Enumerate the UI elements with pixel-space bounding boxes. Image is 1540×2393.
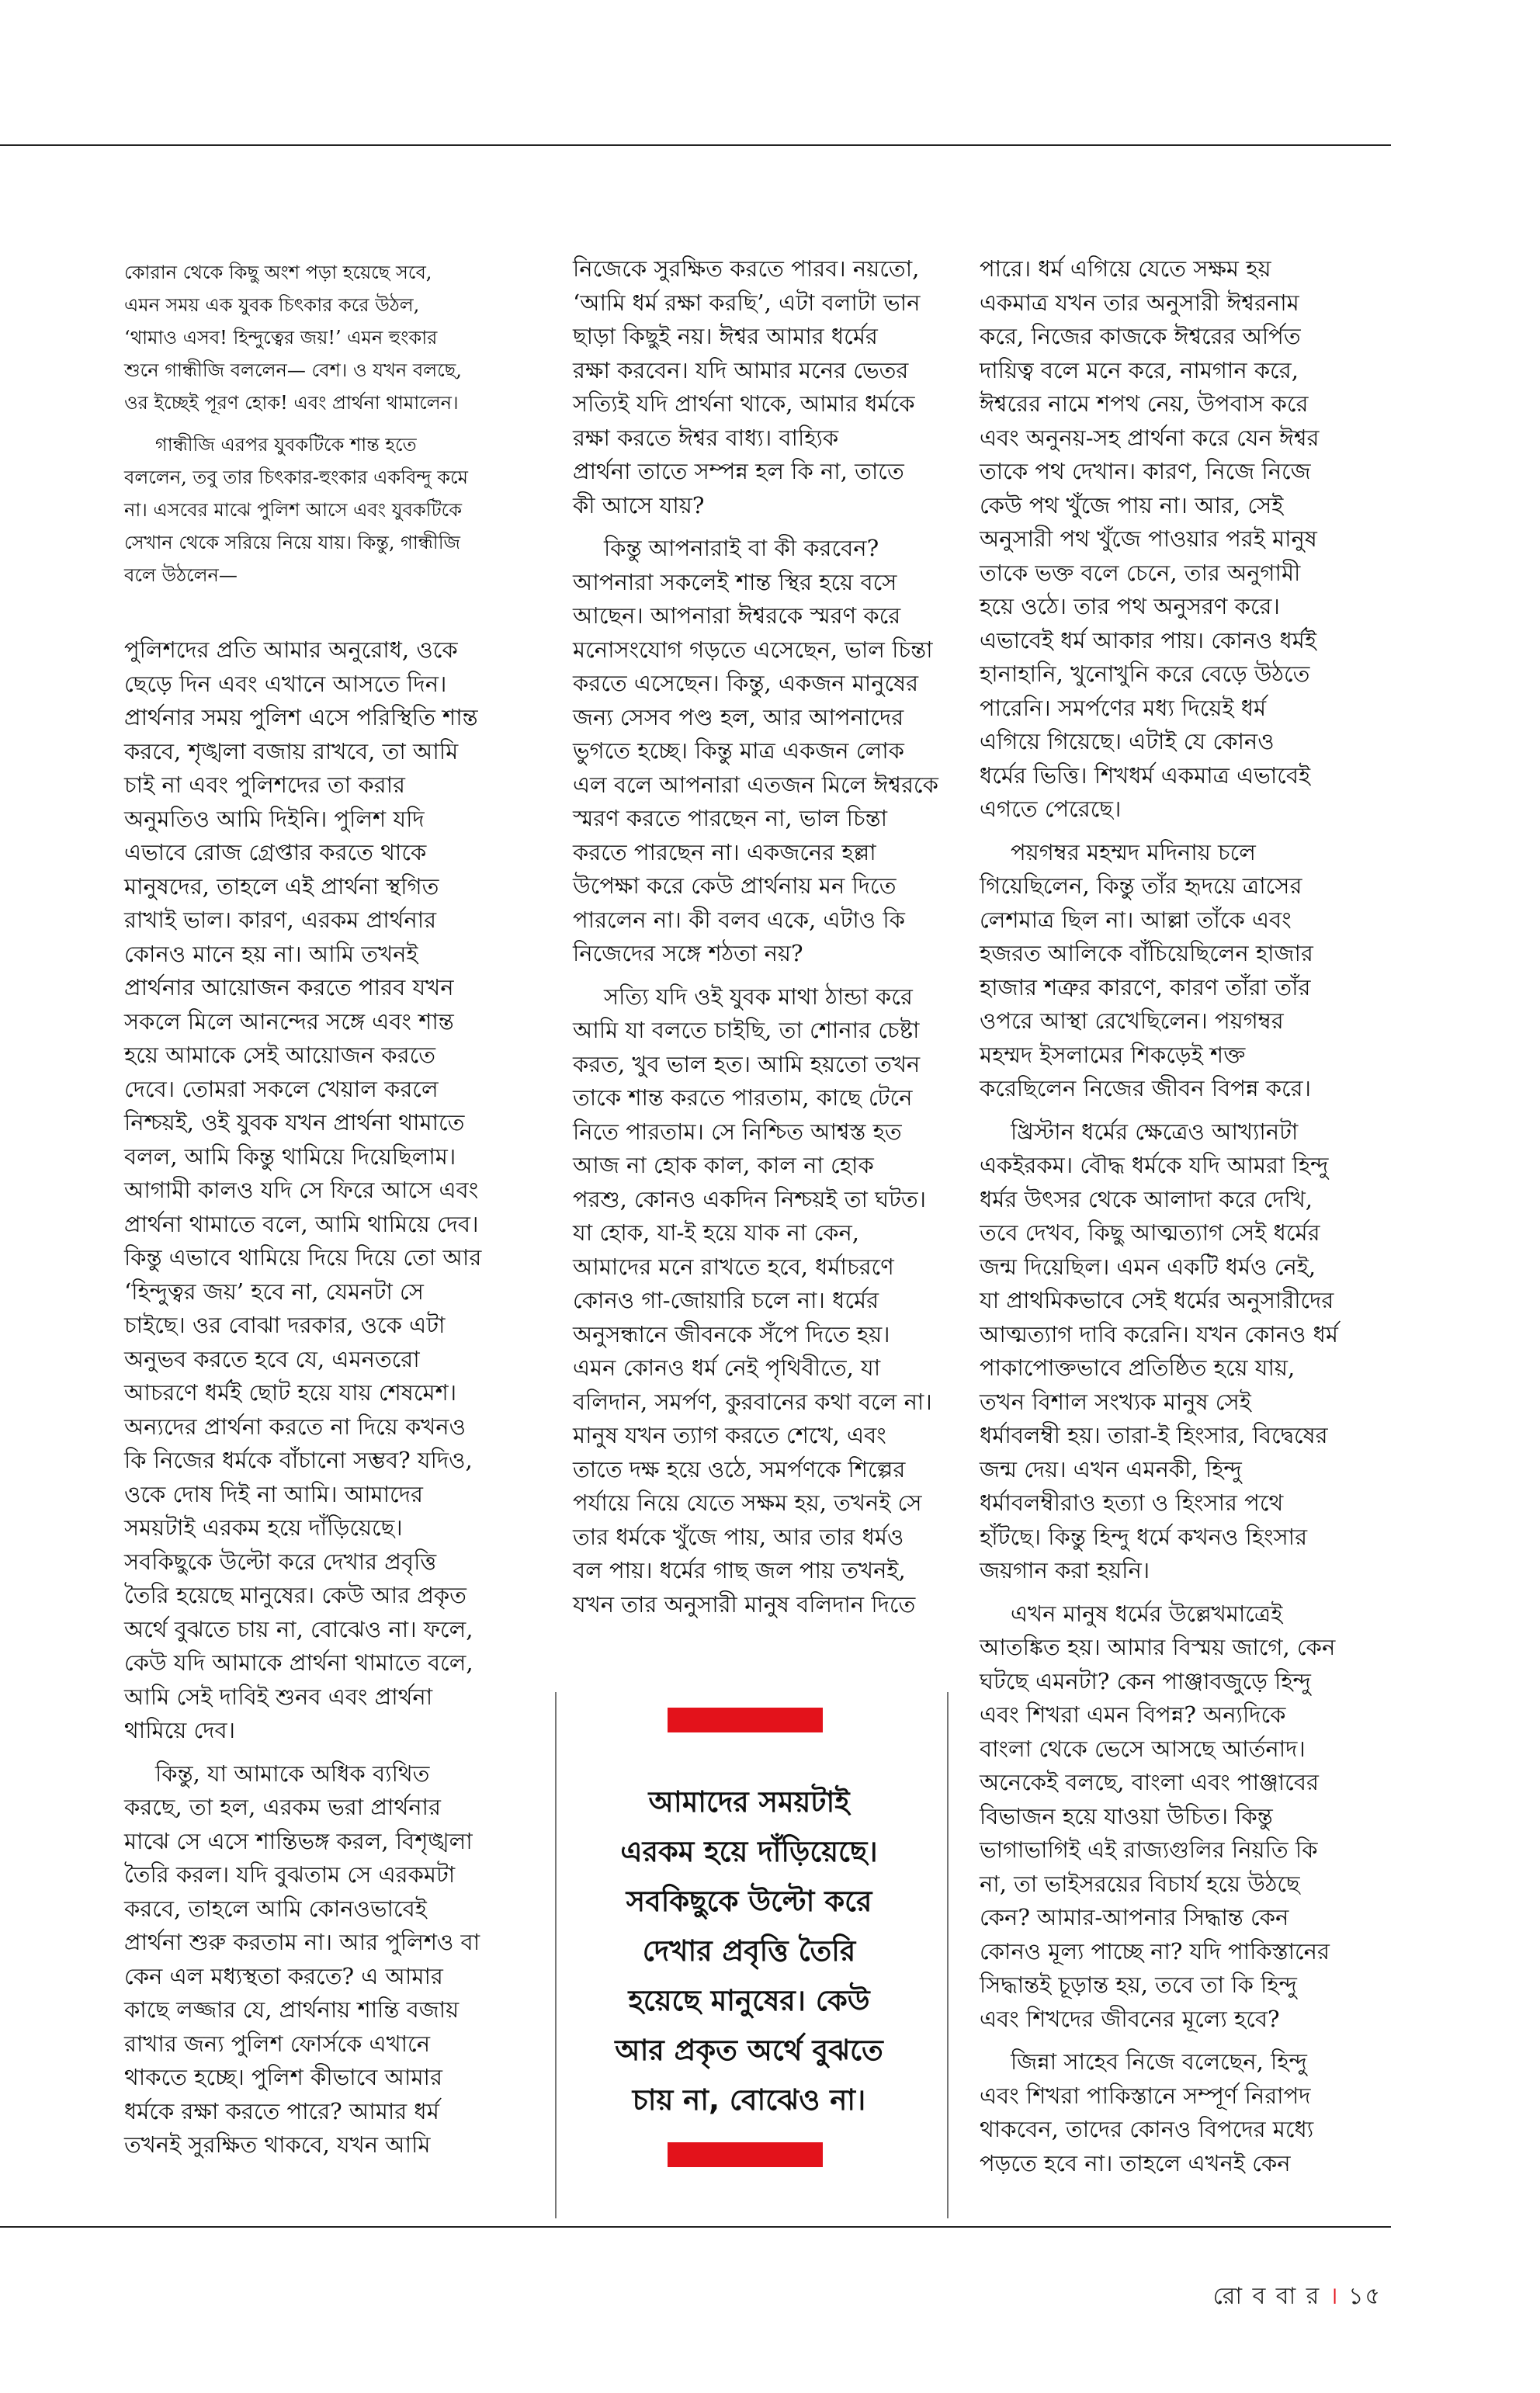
- intro-paragraph: গান্ধীজি এরপর যুবকটিকে শান্ত হতে বললেন, তবু তার চিৎকার-হুংকার একবিন্দু কমে না। এসবের মাঝে পুলিশ আসে এবং যুবকটিকে সেখান থেকে সরিয়ে নিয়ে যায়। কিন্তু, গান্ধীজি বলে উঠলেন—: [124, 434, 469, 586]
- magazine-name: রো ব বা র: [1212, 2283, 1321, 2310]
- body-paragraph: এখন মানুষ ধর্মের উল্লেখমাত্রেই আতঙ্কিত হয়। আমার বিস্ময় জাগে, কেন ঘটছে এমনটা? কেন পাঞ্জাবজুড়ে হিন্দু এবং শিখরা এমন বিপন্ন? অন্যদিকে বাংলা থেকে ভেসে আসছে আর্তনাদ। অনেকেই বলছে, বাংলা এবং পাঞ্জাবের বিভাজন হয়ে যাওয়া উচিত। কিন্তু ভাগাভাগিই এই রাজ্যগুলির নিয়তি কি না, তা ভাইসরয়ের বিচার্য হয়ে উঠছে কেন? আমার-আপনার সিদ্ধান্ত কেন কোনও মূল্য পাচ্ছে না? যদি পাকিস্তানের সিদ্ধান্তই চূড়ান্ত হয়, তবে তা কি হিন্দু এবং শিখদের জীবনের মূল্যে হবে?: [980, 1600, 1336, 2032]
- column-divider: [555, 1692, 557, 2218]
- intro-paragraph: কোরান থেকে কিছু অংশ পড়া হয়েছে সবে, এমন সময় এক যুবক চিৎকার করে উঠল, ‘থামাও এসব! হিন্দুত্বের জয়!’ এমন হুংকার শুনে গান্ধীজি বললেন— বেশ। ও যখন বলছে, ওর ইচ্ছেই পূরণ হোক! এবং প্রার্থনা থামালেন।: [124, 262, 462, 414]
- column-divider: [947, 1692, 949, 2218]
- column-2: [573, 252, 969, 1631]
- body-paragraph: নিজেকে সুরক্ষিত করতে পারব। নয়তো, ‘আমি ধর্ম রক্ষা করছি’, এটা বলাটা ভান ছাড়া কিছুই নয়। ঈশ্বর আমার ধর্মের রক্ষা করবেন। যদি আমার মনের ভেতর সত্যিই যদি প্রার্থনা থাকে, আমার ধর্মকে রক্ষা করতে ঈশ্বর বাধ্য। বাহ্যিক প্রার্থনা তাতে সম্পন্ন হল কি না, তাতে কী আসে যায়?: [573, 255, 921, 518]
- pull-quote-text: আমাদের সময়টাই এরকম হয়ে দাঁড়িয়েছে। সবকিছুকে উল্টো করে দেখার প্রবৃত্তি তৈরি হয়েছে মানুষের। কেউ আর প্রকৃত অর্থে বুঝতে চায় না, বোঝেও না।: [615, 1785, 883, 2117]
- body-paragraph: সত্যি যদি ওই যুবক মাথা ঠান্ডা করে আমি যা বলতে চাইছি, তা শোনার চেষ্টা করত, খুব ভাল হত। আমি হয়তো তখন তাকে শান্ত করতে পারতাম, কাছে টেনে নিতে পারতাম। সে নিশ্চিত আশ্বস্ত হত আজ না হোক কাল, কাল না হোক পরশু, কোনও একদিন নিশ্চয়ই তা ঘটত। যা হোক, যা-ই হয়ে যাক না কেন, আমাদের মনে রাখতে হবে, ধর্মাচরণে কোনও গা-জোয়ারি চলে না। ধর্মের অনুসন্ধানে জীবনকে সঁপে দিতে হয়। এমন কোনও ধর্ম নেই পৃথিবীতে, যা বলিদান, সমর্পণ, কুরবানের কথা বলে না। মানুষ যখন ত্যাগ করতে শেখে, এবং তাতে দক্ষ হয়ে ওঠে, সমর্পণকে শিল্পের পর্যায়ে নিয়ে যেতে সক্ষম হয়, তখনই সে তার ধর্মকে খুঁজে পায়, আর তার ধর্মও বল পায়। ধর্মের গাছ জল পায় তখনই, যখন তার অনুসারী মানুষ বলিদান দিতে: [573, 983, 932, 1618]
- body-paragraph: কিন্তু, যা আমাকে অধিক ব্যথিত করছে, তা হল, এরকম ভরা প্রার্থনার মাঝে সে এসে শান্তিভঙ্গ করল, বিশৃঙ্খলা তৈরি করল। যদি বুঝতাম সে এরকমটা করবে, তাহলে আমি কোনওভাবেই প্রার্থনা শুরু করতাম না। আর পুলিশও বা কেন এল মধ্যস্থতা করতে? এ আমার কাছে লজ্জার যে, প্রার্থনায় শান্তি বজায় রাখার জন্য পুলিশ ফোর্সকে এখানে থাকতে হচ্ছে। পুলিশ কীভাবে আমার ধর্মকে রক্ষা করতে পারে? আমার ধর্ম তখনই সুরক্ষিত থাকবে, যখন আমি: [124, 1760, 480, 2158]
- top-rule: [0, 144, 1391, 146]
- body-paragraph: খ্রিস্টান ধর্মের ক্ষেত্রেও আখ্যানটা একইরকম। বৌদ্ধ ধর্মকে যদি আমরা হিন্দু ধর্মর উৎসর থেকে আলাদা করে দেখি, তবে দেখব, কিছু আত্মত্যাগ সেই ধর্মের জন্ম দিয়েছিল। এমন একটি ধর্মও নেই, যা প্রাথমিকভাবে সেই ধর্মের অনুসারীদের আত্মত্যাগ দাবি করেনি। যখন কোনও ধর্ম পাকাপোক্তভাবে প্রতিষ্ঠিত হয়ে যায়, তখন বিশাল সংখ্যক মানুষ সেই ধর্মাবলম্বী হয়। তারা-ই হিংসার, বিদ্বেষের জন্ম দেয়। এখন এমনকী, হিন্দু ধর্মাবলম্বীরাও হত্যা ও হিংসার পথে হাঁটছে। কিন্তু হিন্দু ধর্মে কখনও হিংসার জয়গান করা হয়নি।: [980, 1118, 1338, 1583]
- body-paragraph: জিন্না সাহেব নিজে বলেছেন, হিন্দু এবং শিখরা পাকিস্তানে সম্পূর্ণ নিরাপদ থাকবেন, তাদের কোনও বিপদের মধ্যে পড়তে হবে না। তাহলে এখনই কেন: [980, 2048, 1314, 2176]
- body-paragraph: কিন্তু আপনারাই বা কী করবেন? আপনারা সকলেই শান্ত স্থির হয়ে বসে আছেন। আপনারা ঈশ্বরকে স্মরণ করে মনোসংযোগ গড়তে এসেছেন, ভাল চিন্তা করতে এসেছেন। কিন্তু, একজন মানুষের জন্য সেসব পণ্ড হল, আর আপনাদের ভুগতে হচ্ছে। কিন্তু মাত্র একজন লোক এল বলে আপনারা এতজন মিলে ঈশ্বরকে স্মরণ করতে পারছেন না, ভাল চিন্তা করতে পারছেন না। একজনের হল্লা উপেক্ষা করে কেউ প্রার্থনায় মন দিতে পারলেন না। কী বলব একে, এটাও কি নিজেদের সঙ্গে শঠতা নয়?: [573, 535, 938, 966]
- body-paragraph: পুলিশদের প্রতি আমার অনুরোধ, ওকে ছেড়ে দিন এবং এখানে আসতে দিন। প্রার্থনার সময় পুলিশ এসে পরিস্থিতি শান্ত করবে, শৃঙ্খলা বজায় রাখবে, তা আমি চাই না এবং পুলিশদের তা করার অনুমতিও আমি দিইনি। পুলিশ যদি এভাবে রোজ গ্রেপ্তার করতে থাকে মানুষদের, তাহলে এই প্রার্থনা স্থগিত রাখাই ভাল। কারণ, এরকম প্রার্থনার কোনও মানে হয় না। আমি তখনই প্রার্থনার আয়োজন করতে পারব যখন সকলে মিলে আনন্দের সঙ্গে এবং শান্ত হয়ে আমাকে সেই আয়োজন করতে দেবে। তোমরা সকলে খেয়াল করলে নিশ্চয়ই, ওই যুবক যখন প্রার্থনা থামাতে বলল, আমি কিন্তু থামিয়ে দিয়েছিলাম। আগামী কালও যদি সে ফিরে আসে এবং প্রার্থনা থামাতে বলে, আমি থামিয়ে দেব। কিন্তু এভাবে থামিয়ে দিয়ে দিয়ে তো আর ‘হিন্দুত্বর জয়’ হবে না, যেমনটা সে চাইছে। ওর বোঝা দরকার, ওকে এটা অনুভব করতে হবে যে, এমনতরো আচরণে ধর্মই ছোট হয়ে যায় শেষমেশ। অন্যদের প্রার্থনা করতে না দিয়ে কখনও কি নিজের ধর্মকে বাঁচানো সম্ভব? যদিও, ওকে দোষ দিই না আমি। আমাদের সময়টাই এরকম হয়ে দাঁড়িয়েছে। সবকিছুকে উল্টো করে দেখার প্রবৃত্তি তৈরি হয়েছে মানুষের। কেউ আর প্রকৃত অর্থে বুঝতে চায় না, বোঝেও না। ফলে, কেউ যদি আমাকে প্রার্থনা থামাতে বলে, আমি সেই দাবিই শুনব এবং প্রার্থনা থামিয়ে দেব।: [124, 636, 482, 1743]
- column-3: [980, 252, 1391, 2190]
- pull-quote-top-bar: [668, 1708, 823, 1732]
- column-1: [124, 256, 559, 2172]
- page-number: ১৫: [1348, 2283, 1382, 2310]
- body-paragraph: পারে। ধর্ম এগিয়ে যেতে সক্ষম হয় একমাত্র যখন তার অনুসারী ঈশ্বরনাম করে, নিজের কাজকে ঈশ্বরের অর্পিত দায়িত্ব বলে মনে করে, নামগান করে, ঈশ্বরের নামে শপথ নেয়, উপবাস করে এবং অনুনয়-সহ প্রার্থনা করে যেন ঈশ্বর তাকে পথ দেখান। কারণ, নিজে নিজে কেউ পথ খুঁজে পায় না। আর, সেই অনুসারী পথ খুঁজে পাওয়ার পরই মানুষ তাকে ভক্ত বলে চেনে, তার অনুগামী হয়ে ওঠে। তার পথ অনুসরণ করে। এভাবেই ধর্ম আকার পায়। কোনও ধর্মই হানাহানি, খুনোখুনি করে বেড়ে উঠতে পারেনি। সমর্পণের মধ্য দিয়েই ধর্ম এগিয়ে গিয়েছে। এটাই যে কোনও ধর্মের ভিত্তি। শিখধর্ম একমাত্র এভাবেই এগতে পেরেছে।: [980, 255, 1320, 822]
- folio-separator: ।: [1329, 2283, 1340, 2310]
- bottom-rule: [0, 2226, 1391, 2228]
- body-paragraph: পয়গম্বর মহম্মদ মদিনায় চলে গিয়েছিলেন, কিন্তু তাঁর হৃদয়ে ত্রাসের লেশমাত্র ছিল না। আল্লা তাঁকে এবং হজরত আলিকে বাঁচিয়েছিলেন হাজার হাজার শত্রুর কারণে, কারণ তাঁরা তাঁর ওপরে আস্থা রেখেছিলেন। পয়গম্বর মহম্মদ ইসলামের শিকড়েই শক্ত করেছিলেন নিজের জীবন বিপন্ন করে।: [980, 838, 1313, 1101]
- pull-quote-bottom-bar: [668, 2142, 823, 2167]
- page-folio: [1213, 2277, 1382, 2317]
- pull-quote-box: [559, 1692, 939, 2218]
